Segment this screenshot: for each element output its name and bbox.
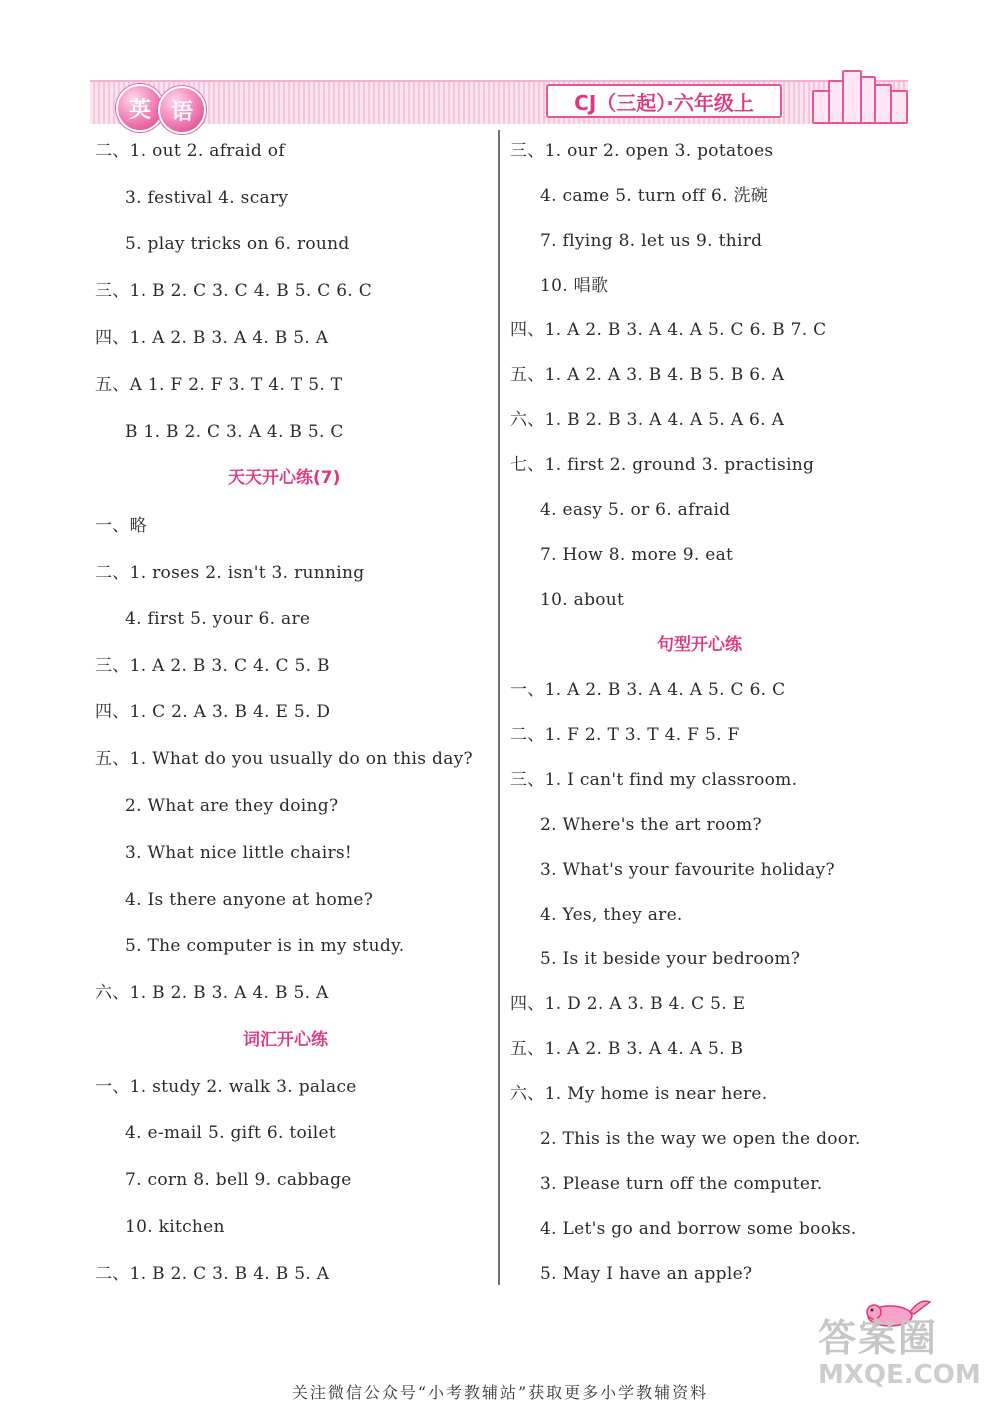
answer-line: 4. Yes, they are. <box>540 905 683 925</box>
answer-line: 二、1. roses 2. isn't 3. running <box>95 563 365 583</box>
answer-line: B 1. B 2. C 3. A 4. B 5. C <box>125 422 344 442</box>
answer-line: 二、1. B 2. C 3. B 4. B 5. A <box>95 1264 330 1284</box>
answer-line: 2. This is the way we open the door. <box>540 1129 861 1149</box>
answer-line: 2. What are they doing? <box>125 796 339 816</box>
answer-line: 3. Please turn off the computer. <box>540 1174 823 1194</box>
answer-line: 4. Is there anyone at home? <box>125 890 374 910</box>
books-icon <box>812 72 908 124</box>
answer-line: 五、A 1. F 2. F 3. T 4. T 5. T <box>95 375 343 395</box>
section-title: 词汇开心练 <box>243 1030 328 1050</box>
watermark-bottom: MXQE.COM <box>818 1360 981 1390</box>
answer-line: 一、1. study 2. walk 3. palace <box>95 1077 357 1097</box>
answer-line: 2. Where's the art room? <box>540 815 762 835</box>
answer-line: 五、1. A 2. B 3. A 4. A 5. B <box>510 1039 744 1059</box>
answer-line: 3. festival 4. scary <box>125 188 289 208</box>
subject-logo <box>112 84 202 130</box>
answer-line: 五、1. What do you usually do on this day? <box>95 749 473 769</box>
section-title: 天天开心练(7) <box>228 468 341 488</box>
answer-line: 四、1. A 2. B 3. A 4. A 5. C 6. B 7. C <box>510 320 827 340</box>
section-title: 句型开心练 <box>657 635 742 655</box>
answer-line: 三、1. I can't find my classroom. <box>510 770 798 790</box>
book-tag: CJ（三起）·六年级上 <box>546 84 782 118</box>
answer-line: 六、1. B 2. B 3. A 4. A 5. A 6. A <box>510 410 785 430</box>
answer-line: 3. What's your favourite holiday? <box>540 860 835 880</box>
answer-line: 4. came 5. turn off 6. 洗碗 <box>540 186 769 206</box>
answer-line: 4. easy 5. or 6. afraid <box>540 500 731 520</box>
answer-line: 三、1. B 2. C 3. C 4. B 5. C 6. C <box>95 281 373 301</box>
answer-line: 四、1. A 2. B 3. A 4. B 5. A <box>95 328 329 348</box>
answer-line: 一、略 <box>95 516 147 536</box>
answer-line: 3. What nice little chairs! <box>125 843 353 863</box>
footer-text: 关注微信公众号“小考教辅站”获取更多小学教辅资料 <box>291 1383 709 1402</box>
answer-line: 7. corn 8. bell 9. cabbage <box>125 1170 352 1190</box>
answer-line: 7. How 8. more 9. eat <box>540 545 734 565</box>
answer-line: 5. play tricks on 6. round <box>125 234 350 254</box>
subject-char-1: 英 <box>116 84 164 132</box>
answer-line: 7. flying 8. let us 9. third <box>540 231 763 251</box>
answer-line: 五、1. A 2. A 3. B 4. B 5. B 6. A <box>510 365 785 385</box>
answer-line: 一、1. A 2. B 3. A 4. A 5. C 6. C <box>510 680 786 700</box>
answer-line: 六、1. B 2. B 3. A 4. B 5. A <box>95 983 329 1003</box>
answer-line: 4. first 5. your 6. are <box>125 609 311 629</box>
answer-line: 4. Let's go and borrow some books. <box>540 1219 857 1239</box>
answer-line: 三、1. our 2. open 3. potatoes <box>510 141 774 161</box>
answer-line: 六、1. My home is near here. <box>510 1084 768 1104</box>
answer-line: 5. Is it beside your bedroom? <box>540 949 801 969</box>
answer-line: 二、1. F 2. T 3. T 4. F 5. F <box>510 725 740 745</box>
answer-line: 七、1. first 2. ground 3. practising <box>510 455 815 475</box>
watermark-top: 答案圈 <box>818 1316 939 1360</box>
answer-line: 四、1. D 2. A 3. B 4. C 5. E <box>510 994 746 1014</box>
answer-line: 10. kitchen <box>125 1217 225 1237</box>
column-divider <box>498 130 500 1285</box>
answer-line: 四、1. C 2. A 3. B 4. E 5. D <box>95 702 331 722</box>
subject-char-2: 语 <box>158 86 206 134</box>
header-band <box>90 80 908 124</box>
answer-line: 10. about <box>540 590 625 610</box>
answer-line: 10. 唱歌 <box>540 276 609 296</box>
answer-line: 三、1. A 2. B 3. C 4. C 5. B <box>95 656 330 676</box>
answer-line: 5. May I have an apple? <box>540 1264 753 1284</box>
answer-line: 二、1. out 2. afraid of <box>95 141 285 161</box>
answer-line: 4. e-mail 5. gift 6. toilet <box>125 1123 336 1143</box>
answer-line: 5. The computer is in my study. <box>125 936 405 956</box>
